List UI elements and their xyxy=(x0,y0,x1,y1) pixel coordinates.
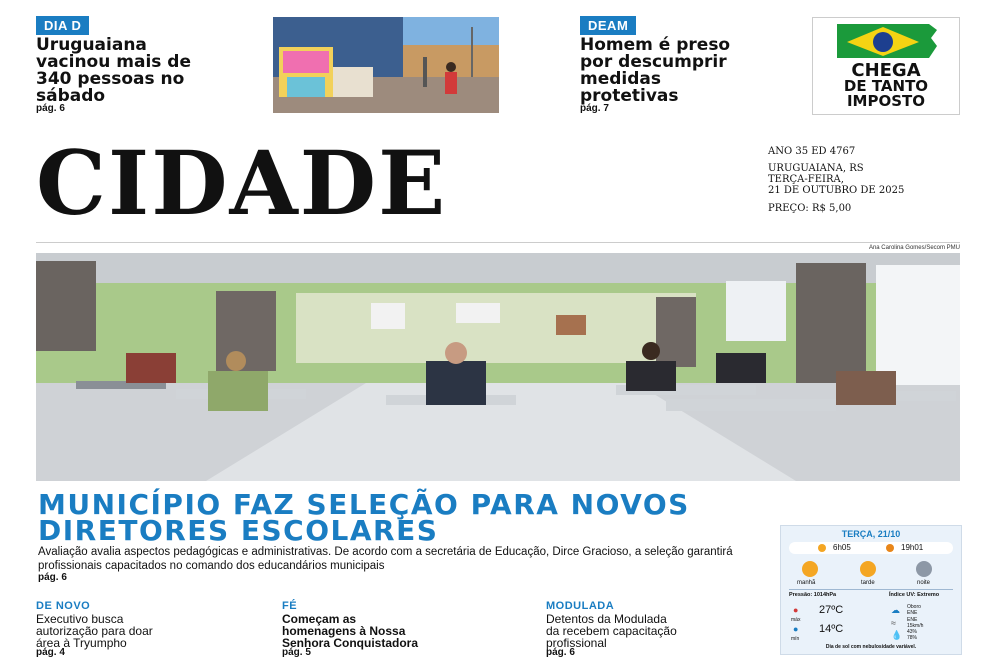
afternoon-sun-icon xyxy=(855,559,881,581)
wind-icon: ≈ xyxy=(891,618,896,628)
advertisement-chega-de-tanto-imposto[interactable] xyxy=(812,17,960,115)
story-page-ref: pág. 4 xyxy=(36,647,65,658)
section-tag-deam: DEAM xyxy=(580,16,636,35)
ad-line-3: IMPOSTO xyxy=(846,92,926,110)
cloud-icon: ☁ xyxy=(891,605,900,615)
story-detentos[interactable]: Detentos da Modulada da recebem capacitação profissional xyxy=(546,612,677,650)
morning-sun-icon xyxy=(797,559,823,581)
temp-min: 14ºC xyxy=(819,623,844,635)
teaser-photo-vaccination[interactable] xyxy=(273,17,499,113)
humidity-min: 43% xyxy=(907,629,918,635)
min-label: mín xyxy=(791,636,800,642)
weather-box xyxy=(780,525,962,655)
weather-pressure: Pressão: 1014hPa xyxy=(789,592,837,598)
wind-info-1: Oboro xyxy=(907,604,921,610)
night-moon-icon xyxy=(911,559,937,581)
period-morning: manhã xyxy=(797,580,816,586)
section-fe: FÉ xyxy=(282,600,298,612)
edition-weekday: TERÇA-FEIRA, xyxy=(768,174,844,185)
thermometer-hot-icon: ● xyxy=(793,605,799,615)
sunrise-icon xyxy=(815,541,829,557)
edition-date: 21 DE OUTUBRO DE 2025 xyxy=(768,185,905,196)
weather-summary: Dia de sol com nebulosidade variável. xyxy=(825,644,917,650)
masthead-title: CIDADE xyxy=(36,131,448,235)
story-homenagens[interactable]: Começam as homenagens à Nossa Senhora Conquistadora xyxy=(282,612,419,650)
sunrise-time: 6h05 xyxy=(833,543,851,552)
wind-info-2: ENE xyxy=(907,610,918,616)
main-story-page-ref: pág. 6 xyxy=(38,572,67,583)
main-photo-classroom-exam[interactable] xyxy=(36,253,960,481)
section-de-novo: DE NOVO xyxy=(36,600,91,612)
max-label: máx xyxy=(791,617,801,623)
classroom-scene-image xyxy=(36,253,960,481)
teaser-headline-vacinacao[interactable]: Uruguaiana vacinou mais de 340 pessoas no sábado xyxy=(36,35,192,106)
teaser-page-ref: pág. 7 xyxy=(580,103,609,114)
edition-place: URUGUAIANA, RS xyxy=(768,163,864,174)
main-story-lead: Avaliação avalia aspectos pedagógicas e administrativas. De acordo com a secretária de Educação, Dirce Gracioso, a seleção garantirá profissionais capacitados no comando dos educandários municipais xyxy=(38,546,733,572)
wind-direction: ENE xyxy=(907,617,918,623)
teaser-page-ref: pág. 6 xyxy=(36,103,65,114)
section-modulada: MODULADA xyxy=(546,600,615,612)
newspaper-masthead[interactable] xyxy=(36,131,736,235)
sunset-time: 19h01 xyxy=(901,543,924,552)
humidity-icon: 💧 xyxy=(891,630,903,640)
weather-date: TERÇA, 21/10 xyxy=(841,529,901,539)
ad-line-2: DE TANTO xyxy=(843,77,929,95)
story-executivo-busca[interactable]: Executivo busca autorização para doar área à Tryumpho xyxy=(36,612,153,650)
ad-line-1: CHEGA xyxy=(851,60,921,81)
humidity-max: 78% xyxy=(907,635,918,641)
wind-speed: 15km/h xyxy=(907,623,924,629)
period-afternoon: tarde xyxy=(861,580,875,586)
story-page-ref: pág. 5 xyxy=(282,647,311,658)
vaccination-scene-image xyxy=(273,17,499,113)
teaser-headline-homem-preso[interactable]: Homem é preso por descumprir medidas protetivas xyxy=(580,35,731,106)
divider xyxy=(36,242,960,243)
sunset-icon xyxy=(883,541,897,557)
thermometer-cold-icon: ● xyxy=(793,624,799,634)
temp-max: 27ºC xyxy=(819,604,844,616)
weather-uv: Índice UV: Extremo xyxy=(889,592,940,598)
main-headline[interactable]: MUNICÍPIO FAZ SELEÇÃO PARA NOVOS DIRETORES ESCOLARES xyxy=(38,488,690,547)
edition-price: PREÇO: R$ 5,00 xyxy=(768,203,852,214)
section-tag-dia-d: DIA D xyxy=(36,16,89,35)
story-page-ref: pág. 6 xyxy=(546,647,575,658)
edition-number: ANO 35 ED 4767 xyxy=(768,146,856,157)
period-night: noite xyxy=(917,580,931,586)
photo-credit: Ana Carolina Gomes/Secom PMU xyxy=(868,245,960,251)
